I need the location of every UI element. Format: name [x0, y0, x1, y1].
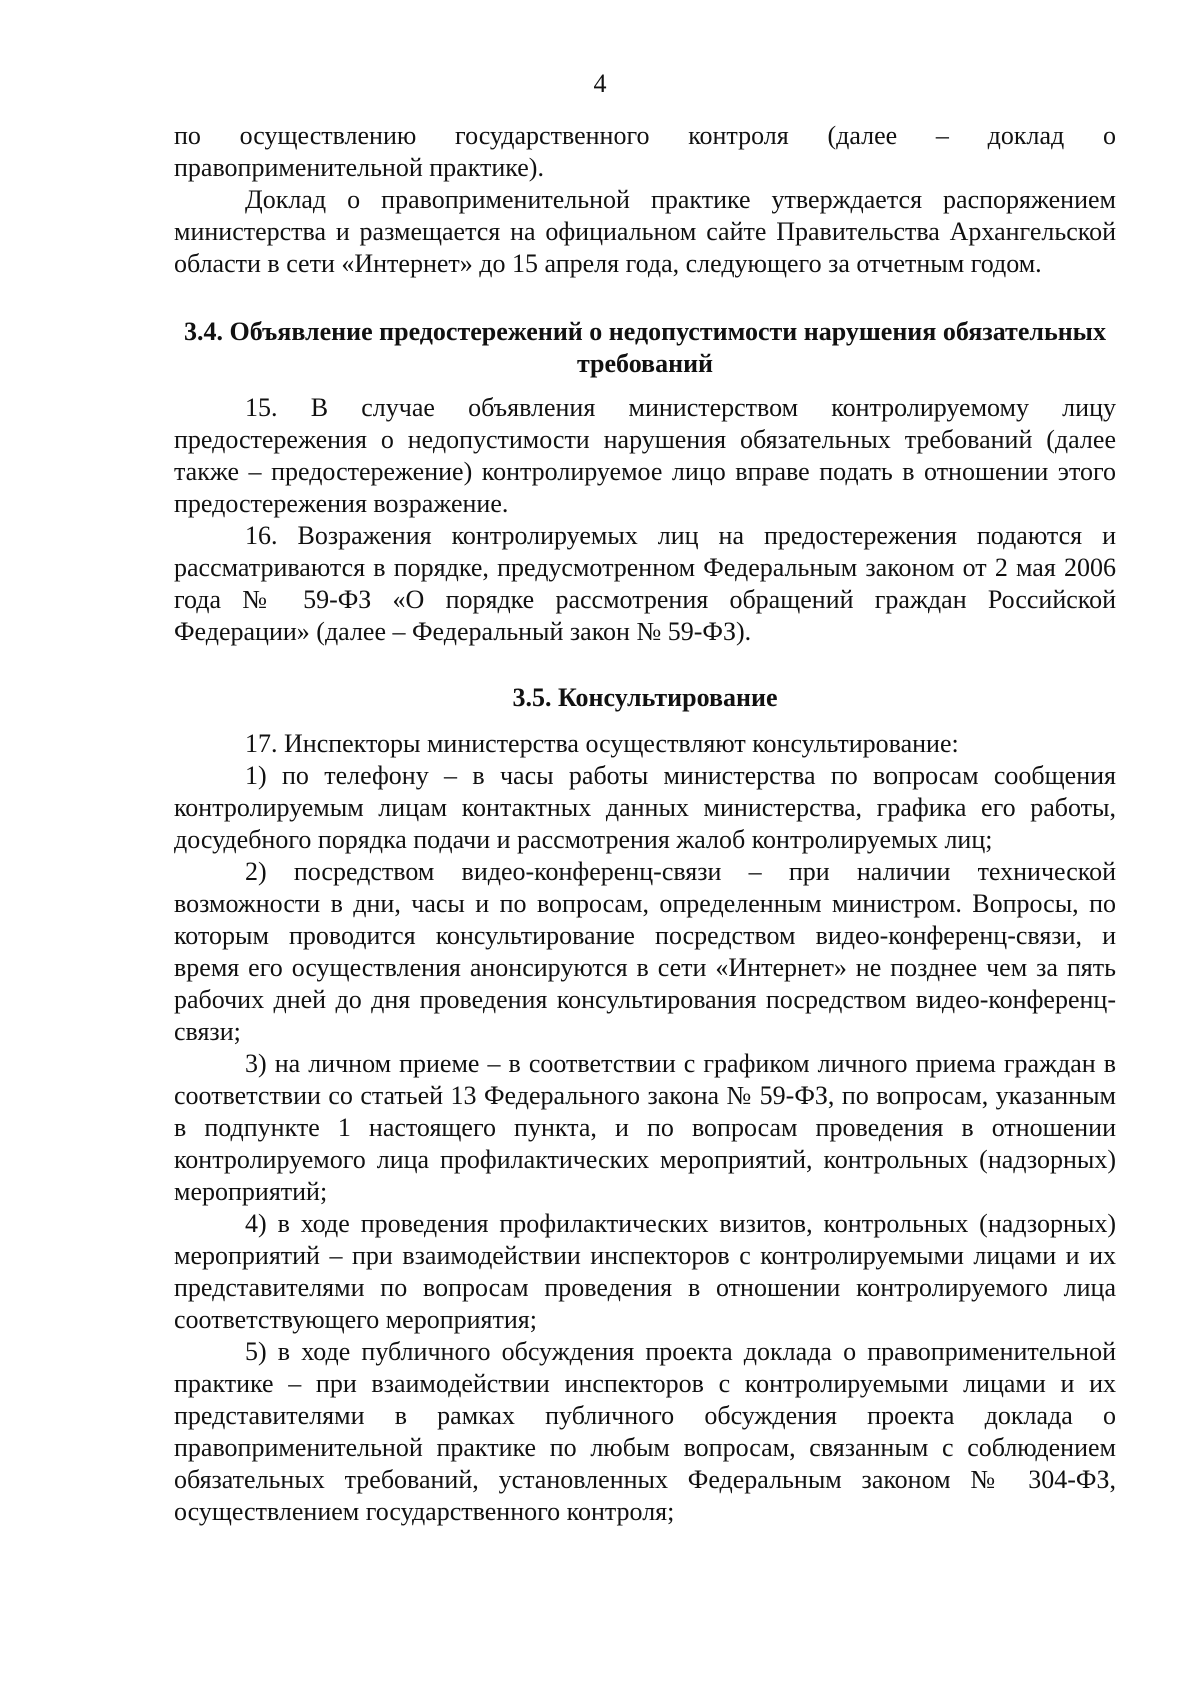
document-body — [174, 120, 1116, 1528]
section-heading-3-5: 3.5. Консультирование — [512, 683, 778, 712]
paragraph-16: 16. Возражения контролируемых лиц на предостережения подаются и рассматриваются в порядке, предусмотренном Федеральным законом от 2 мая 2006 года № 59-ФЗ «О порядке рассмотрения обращений граждан Российской Федерации» (далее – Федеральный закон № 59-ФЗ). — [174, 521, 1116, 646]
paragraph-17-item-1: 1) по телефону – в часы работы министерства по вопросам сообщения контролируемым лицам контактных данных министерства, графика его работы, досудебного порядка подачи и рассмотрения жалоб контролируемых лиц; — [174, 761, 1116, 854]
paragraph-17-item-4: 4) в ходе проведения профилактических визитов, контрольных (надзорных) мероприятий – при взаимодействии инспекторов с контролируемыми лицами и их представителями по вопросам проведения в отношении контролируемого лица соответствующего мероприятия; — [174, 1209, 1116, 1334]
paragraph-15: 15. В случае объявления министерством контролируемому лицу предостережения о недопустимости нарушения обязательных требований (далее также – предостережение) контролируемое лицо вправе подать в отношении этого предостережения возражение. — [174, 393, 1116, 518]
page-number: 4 — [593, 69, 607, 98]
paragraph-17-item-3: 3) на личном приеме – в соответствии с графиком личного приема граждан в соответствии со статьей 13 Федерального закона № 59-ФЗ, по вопросам, указанным в подпункте 1 настоящего пункта, и по вопросам проведения в отношении контролируемого лица профилактических мероприятий, контрольных (надзорных) мероприятий; — [174, 1049, 1116, 1206]
paragraph-17: 17. Инспекторы министерства осуществляют консультирование: — [245, 729, 959, 758]
paragraph-17-item-5: 5) в ходе публичного обсуждения проекта доклада о правоприменительной практике – при взаимодействии инспекторов с контролируемыми лицами и их представителями в рамках публичного обсуждения проекта доклада о правоприменительной практике по любым вопросам, связанным с соблюдением обязательных требований, установленных Федеральным законом № 304-ФЗ, осуществлением государственного контроля; — [174, 1337, 1116, 1526]
paragraph-17-item-2: 2) посредством видео-конференц-связи – при наличии технической возможности в дни, часы и по вопросам, определенным министром. Вопросы, по которым проводится консультирование посредством видео-конференц-связи, и время его осуществления анонсируются в сети «Интернет» не позднее чем за пять рабочих дней до дня проведения консультирования посредством видео-конференц-связи; — [174, 857, 1116, 1046]
paragraph-intro-continuation: по осуществлению государственного контроля (далее – доклад о правоприменительной практике). — [174, 121, 1116, 182]
paragraph-report-approval: Доклад о правоприменительной практике утверждается распоряжением министерства и размещается на официальном сайте Правительства Архангельской области в сети «Интернет» до 15 апреля года, следующего за отчетным годом. — [174, 185, 1116, 278]
section-heading-3-4: 3.4. Объявление предостережений о недопустимости нарушения обязательных требований — [184, 317, 1106, 378]
